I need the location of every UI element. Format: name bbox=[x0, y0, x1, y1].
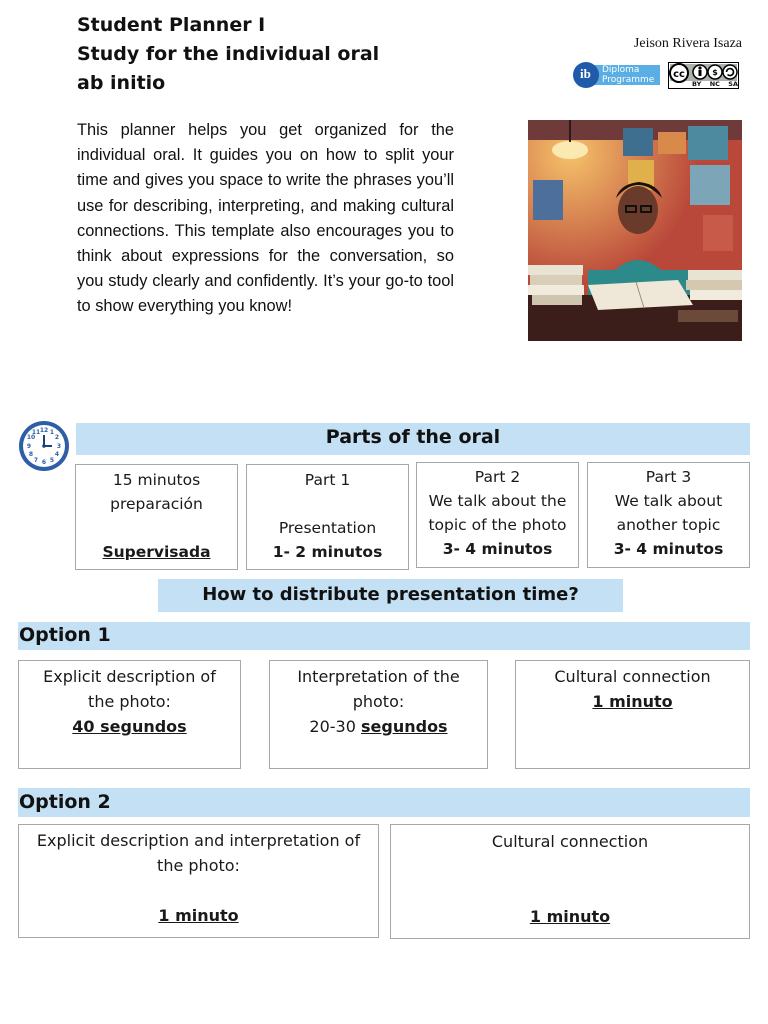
option2-box2-line1: Cultural connection bbox=[491, 832, 649, 851]
author-name: Jeison Rivera Isaza bbox=[633, 36, 742, 51]
option2-cultural-box bbox=[390, 824, 750, 939]
option1-box1-line1: Explicit description of bbox=[43, 667, 216, 686]
svg-text:5: 5 bbox=[49, 457, 55, 464]
svg-text:11: 11 bbox=[31, 429, 41, 436]
prep-box bbox=[75, 464, 238, 570]
option1-interpretation-box bbox=[269, 660, 488, 769]
parts-title: Parts of the oral bbox=[325, 426, 501, 448]
svg-text:9: 9 bbox=[26, 443, 32, 450]
option1-cultural-box bbox=[515, 660, 750, 769]
option1-box3-line1: Cultural connection bbox=[554, 667, 711, 686]
part3-box bbox=[587, 462, 750, 568]
svg-text:4: 4 bbox=[54, 451, 60, 458]
svg-text:7: 7 bbox=[33, 457, 39, 464]
part1-time: 1- 2 minutos bbox=[272, 543, 383, 561]
svg-text:$: $ bbox=[712, 68, 718, 77]
option1-header-bar bbox=[18, 622, 750, 650]
svg-text:6: 6 bbox=[41, 459, 47, 466]
option2-title: Option 2 bbox=[19, 791, 111, 813]
svg-text:8: 8 bbox=[28, 451, 34, 458]
option2-box1-line1: Explicit description and interpretation of bbox=[36, 831, 361, 850]
part1-desc: Presentation bbox=[278, 519, 377, 537]
option1-box2-line2: photo: bbox=[352, 692, 405, 711]
option1-box1-line2: the photo: bbox=[88, 692, 171, 711]
distribute-header-bar bbox=[158, 579, 623, 612]
option2-header-bar bbox=[18, 788, 750, 817]
ib-logo-letter: ib bbox=[580, 66, 591, 81]
svg-text:12: 12 bbox=[39, 427, 49, 434]
option1-box2-line1: Interpretation of the bbox=[297, 667, 460, 686]
part2-box bbox=[416, 462, 579, 568]
option1-box2-time-prefix: 20-30 bbox=[309, 717, 356, 736]
svg-text:3: 3 bbox=[56, 443, 62, 450]
part1-title: Part 1 bbox=[304, 471, 351, 489]
option1-title: Option 1 bbox=[19, 624, 111, 646]
option2-description-box bbox=[18, 824, 379, 938]
svg-text:cc: cc bbox=[673, 69, 685, 80]
ib-logo-text-1: Diploma bbox=[602, 65, 640, 75]
part2-desc-2: topic of the photo bbox=[428, 516, 567, 534]
parts-header-bar bbox=[76, 423, 750, 455]
cc-labels bbox=[692, 80, 738, 88]
cc-label-nc: NC bbox=[709, 80, 720, 88]
part3-desc-2: another topic bbox=[616, 516, 721, 534]
student-studying-illustration bbox=[528, 120, 742, 341]
title-line-3: ab initio bbox=[77, 72, 166, 94]
part3-time: 3- 4 minutos bbox=[613, 540, 724, 558]
svg-text:2: 2 bbox=[54, 434, 60, 441]
option1-box3-time: 1 minuto bbox=[592, 692, 673, 711]
part2-desc-1: We talk about the bbox=[428, 492, 567, 510]
part2-time: 3- 4 minutos bbox=[442, 540, 553, 558]
ib-diploma-logo bbox=[572, 61, 662, 89]
distribute-title: How to distribute presentation time? bbox=[202, 584, 579, 605]
option2-box2-time: 1 minuto bbox=[529, 907, 611, 926]
title-line-2: Study for the individual oral bbox=[77, 43, 380, 65]
cc-label-by: BY bbox=[692, 80, 702, 88]
svg-text:10: 10 bbox=[26, 434, 36, 441]
option2-box1-time: 1 minuto bbox=[158, 906, 239, 925]
part3-title: Part 3 bbox=[645, 468, 692, 486]
clock-icon bbox=[17, 419, 71, 473]
intro-paragraph: This planner helps you get organized for the individual oral. It guides you on how to split your time and gives you space to write the phrases you’ll use for describing, interpreting, and making cultural connections. This template also encourages you to think about expressions for the conversation, so you study clearly and confidently. It’s your go-to tool to show everything you know! bbox=[77, 121, 454, 316]
part2-title: Part 2 bbox=[474, 468, 521, 486]
cc-label-sa: SA bbox=[728, 80, 738, 88]
option1-box1-time: 40 segundos bbox=[72, 717, 187, 736]
prep-line-2: preparación bbox=[110, 495, 203, 513]
page-title bbox=[77, 11, 379, 98]
prep-line-1: 15 minutos bbox=[112, 471, 201, 489]
ib-logo-text-2: Programme bbox=[602, 75, 655, 85]
cc-license-badge bbox=[668, 62, 739, 89]
option1-box2-time bbox=[270, 714, 487, 739]
option1-box2-time-unit: segundos bbox=[361, 717, 448, 736]
option1-description-box bbox=[18, 660, 241, 769]
title-line-1: Student Planner I bbox=[77, 14, 266, 36]
option2-box1-line2: the photo: bbox=[157, 856, 240, 875]
svg-text:1: 1 bbox=[49, 429, 55, 436]
part3-desc-1: We talk about bbox=[614, 492, 723, 510]
part1-box bbox=[246, 464, 409, 570]
prep-note: Supervisada bbox=[102, 543, 211, 561]
